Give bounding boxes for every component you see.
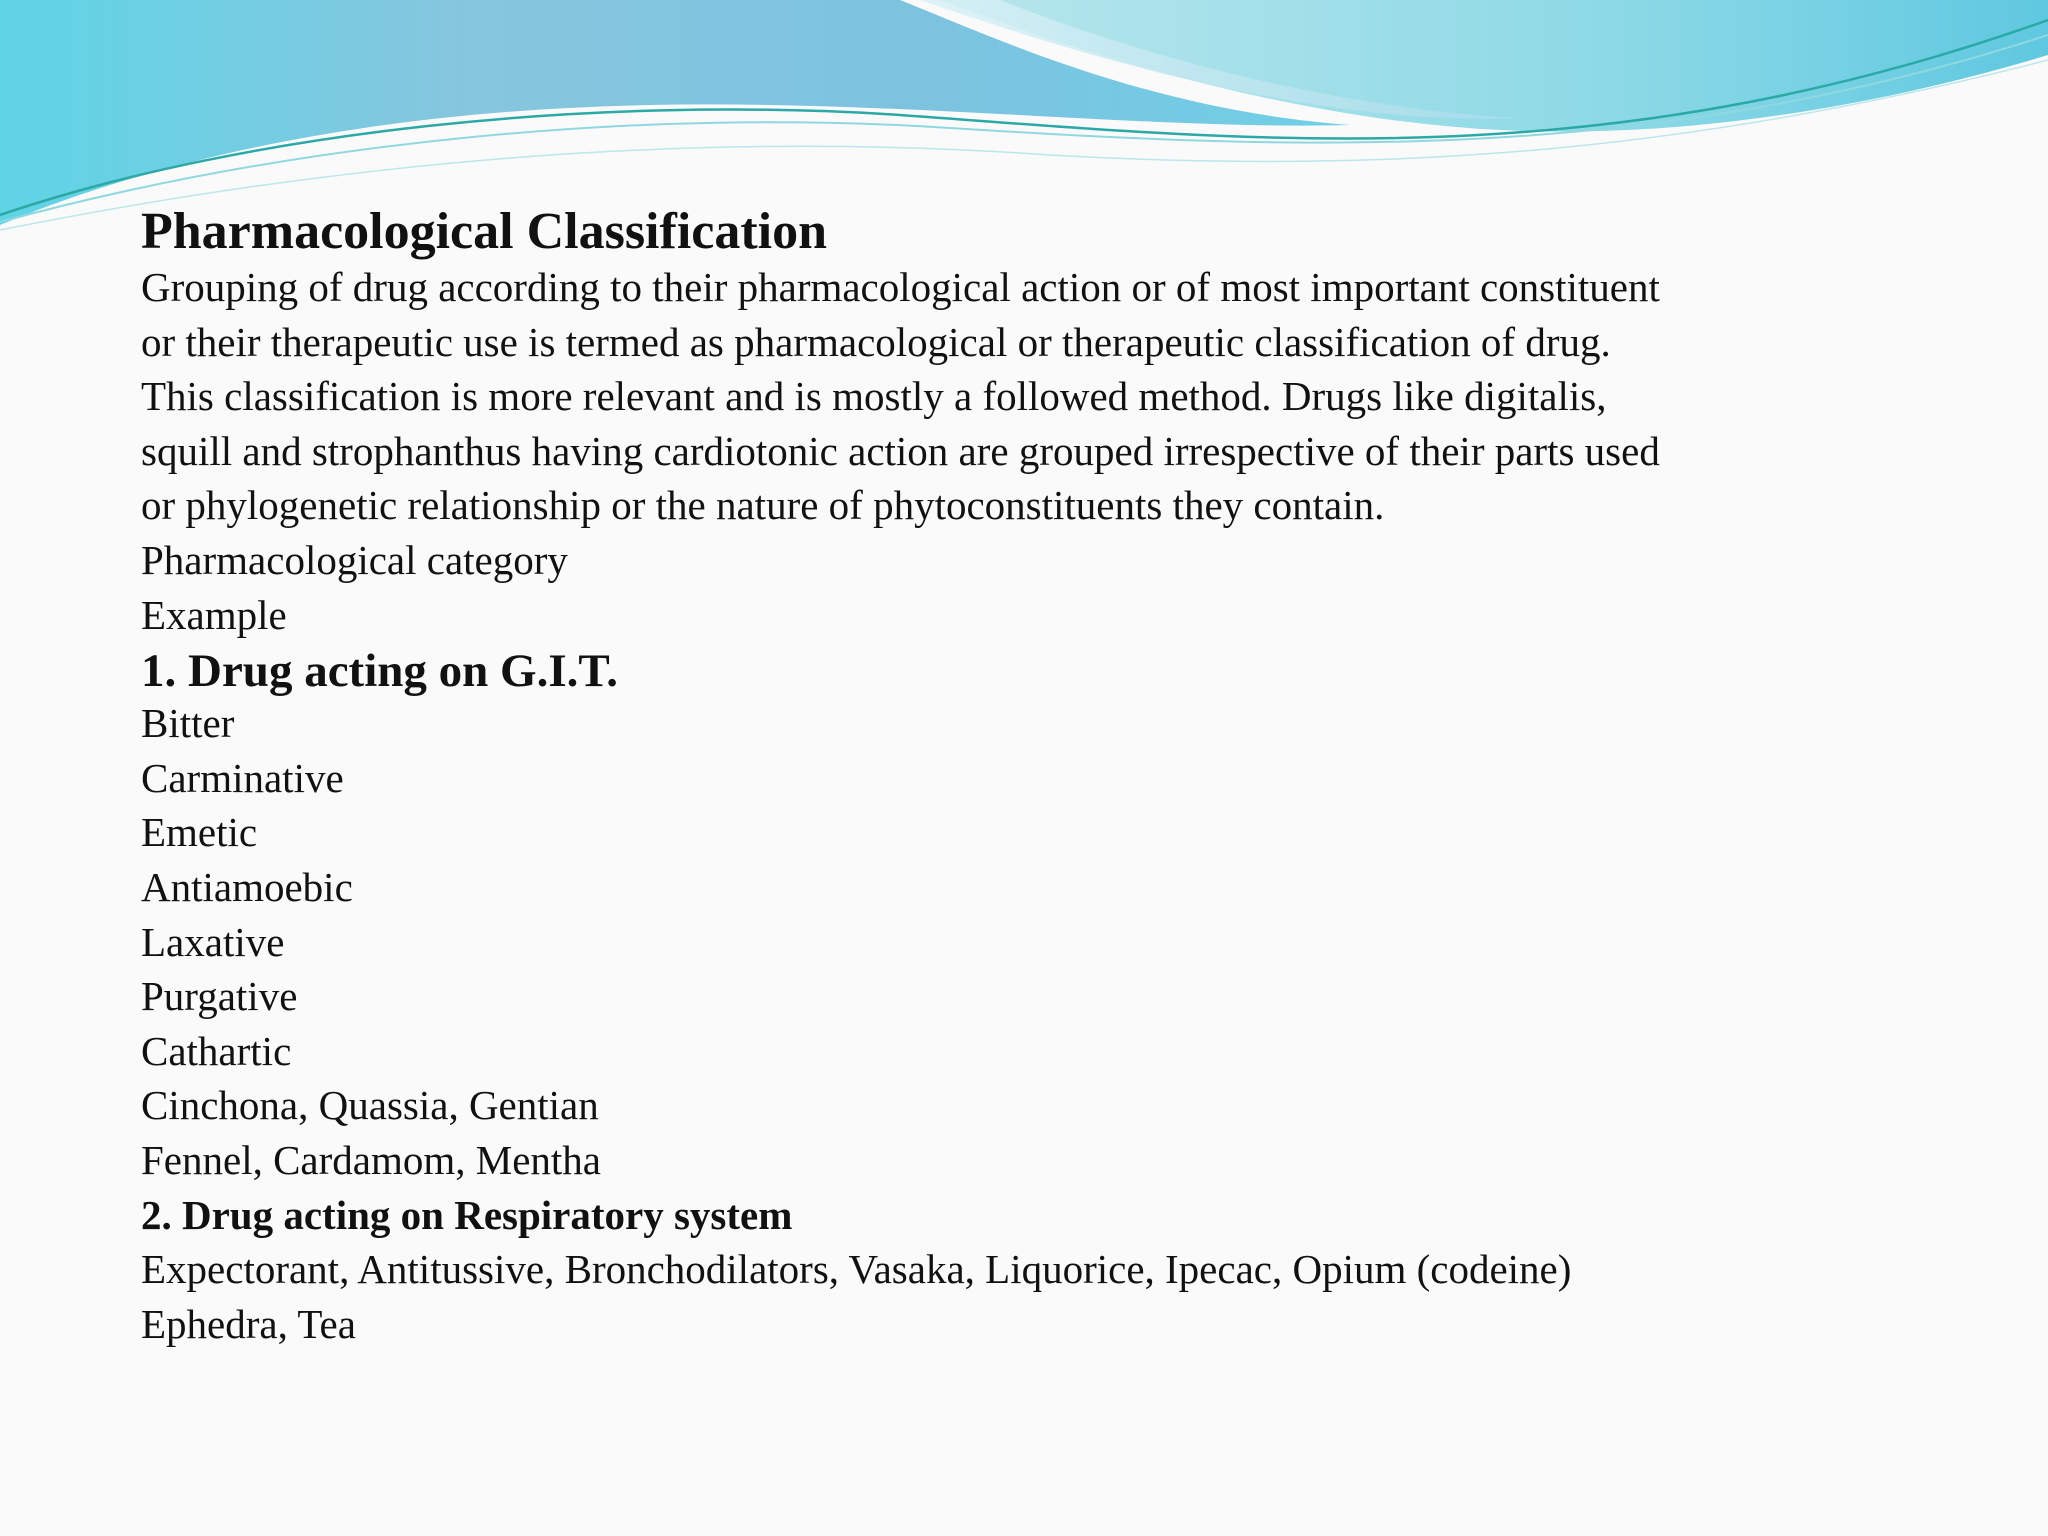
section-2-line: Expectorant, Antitussive, Bronchodilators, Vasaka, Liquorice, Ipecac, Opium (codeine) (141, 1246, 1572, 1293)
intro-line-3: This classification is more relevant and is mostly a followed method. Drugs like digitalis, (141, 373, 1607, 420)
section-1-heading: 1. Drug acting on G.I.T. (141, 645, 618, 698)
intro-line-2: or their therapeutic use is termed as pharmacological or therapeutic classification of drug. (141, 318, 1611, 365)
section-1-category: Laxative (141, 918, 285, 965)
category-column-label: Pharmacological category (141, 536, 568, 583)
section-1-category: Carminative (141, 754, 344, 801)
section-1-example: Cinchona, Quassia, Gentian (141, 1082, 599, 1129)
section-1-category: Cathartic (141, 1027, 292, 1074)
section-1-category: Purgative (141, 973, 298, 1020)
example-column-label: Example (141, 591, 287, 638)
section-1-category: Bitter (141, 700, 235, 747)
slide-title: Pharmacological Classification (141, 203, 828, 260)
slide-content (141, 200, 1921, 1351)
section-1-category: Emetic (141, 809, 258, 856)
intro-line-5: or phylogenetic relationship or the nature of phytoconstituents they contain. (141, 482, 1385, 529)
intro-line-4: squill and strophanthus having cardiotonic action are grouped irrespective of their parts used (141, 427, 1660, 474)
intro-line-1: Grouping of drug according to their pharmacological action or of most important constituent (141, 264, 1660, 310)
section-2-heading: 2. Drug acting on Respiratory system (141, 1191, 793, 1238)
section-1-category: Antiamoebic (141, 863, 353, 910)
section-2-line: Ephedra, Tea (141, 1300, 356, 1347)
section-1-example: Fennel, Cardamom, Mentha (141, 1136, 602, 1183)
